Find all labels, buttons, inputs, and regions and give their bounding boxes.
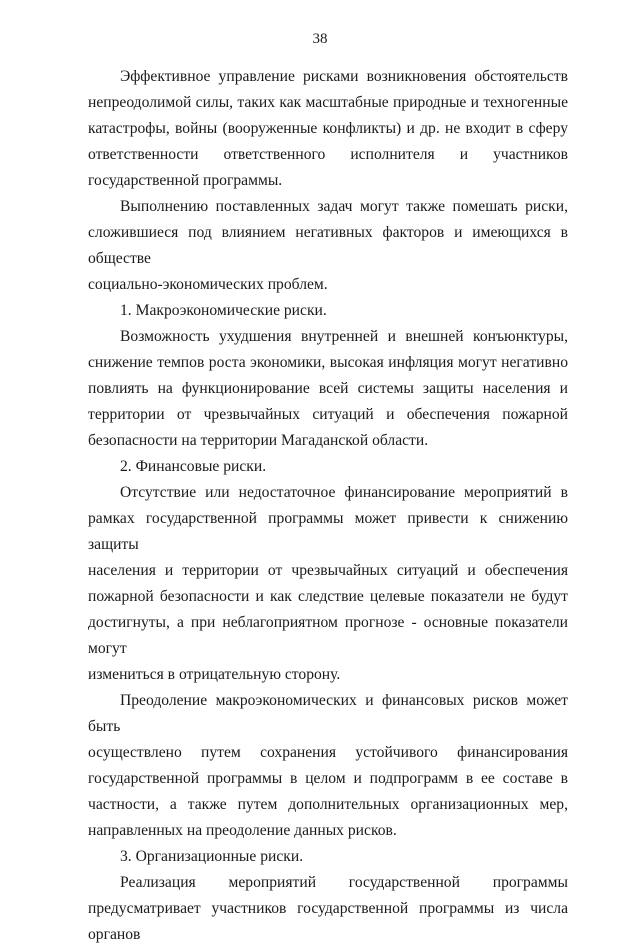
text-line: достигнуты, а при неблагоприятном прогнозе - основные показатели могут bbox=[88, 614, 568, 657]
text-line: повлиять на функционирование всей системы защиты населения и bbox=[88, 380, 568, 397]
paragraph bbox=[88, 64, 568, 194]
paragraph bbox=[88, 688, 568, 844]
section-heading bbox=[88, 298, 568, 324]
section-heading bbox=[88, 844, 568, 870]
text-line: Отсутствие или недостаточное финансирование мероприятий в bbox=[120, 484, 568, 501]
text-line: 2. Финансовые риски. bbox=[120, 458, 267, 475]
page-number: 38 bbox=[312, 31, 328, 47]
text-line: социально-экономических проблем. bbox=[88, 276, 328, 293]
text-line: предусматривает участников государственной программы из числа органов bbox=[88, 900, 568, 943]
text-line: безопасности на территории Магаданской области. bbox=[88, 432, 429, 449]
document-body bbox=[88, 64, 568, 948]
text-line: катастрофы, войны (вооруженные конфликты) и др. не входит в сферу bbox=[88, 120, 568, 137]
text-line: частности, а также путем дополнительных организационных мер, bbox=[88, 796, 568, 813]
text-line: сложившиеся под влиянием негативных факторов и имеющихся в обществе bbox=[88, 224, 568, 267]
text-line: 1. Макроэкономические риски. bbox=[120, 302, 327, 319]
text-line: Выполнению поставленных задач могут также помешать риски, bbox=[120, 198, 568, 215]
text-line: направленных на преодоление данных рисков. bbox=[88, 822, 397, 839]
paragraph bbox=[88, 194, 568, 298]
text-line: непреодолимой силы, таких как масштабные природные и техногенные bbox=[88, 94, 568, 111]
paragraph bbox=[88, 480, 568, 688]
text-line: 3. Организационные риски. bbox=[120, 848, 304, 865]
text-line: ответственности ответственного исполнителя и участников bbox=[88, 146, 568, 163]
section-heading bbox=[88, 454, 568, 480]
text-line: измениться в отрицательную сторону. bbox=[88, 666, 341, 683]
paragraph bbox=[88, 870, 568, 948]
text-line: Эффективное управление рисками возникновения обстоятельств bbox=[120, 68, 568, 85]
text-line: государственной программы в целом и подпрограмм в ее составе в bbox=[88, 770, 568, 787]
text-line: государственной программы. bbox=[88, 172, 283, 189]
text-line: территории от чрезвычайных ситуаций и обеспечения пожарной bbox=[88, 406, 568, 423]
paragraph bbox=[88, 324, 568, 454]
text-line: пожарной безопасности и как следствие целевые показатели не будут bbox=[88, 588, 568, 605]
text-line: Реализация мероприятий государственной программы bbox=[120, 874, 568, 891]
text-line: Возможность ухудшения внутренней и внешней конъюнктуры, bbox=[120, 328, 568, 345]
text-line: населения и территории от чрезвычайных ситуаций и обеспечения bbox=[88, 562, 568, 579]
text-line: рамках государственной программы может привести к снижению защиты bbox=[88, 510, 568, 553]
text-line: Преодоление макроэкономических и финансовых рисков может быть bbox=[88, 692, 568, 735]
text-line: осуществлено путем сохранения устойчивого финансирования bbox=[88, 744, 568, 761]
text-line: снижение темпов роста экономики, высокая инфляция могут негативно bbox=[88, 354, 568, 371]
